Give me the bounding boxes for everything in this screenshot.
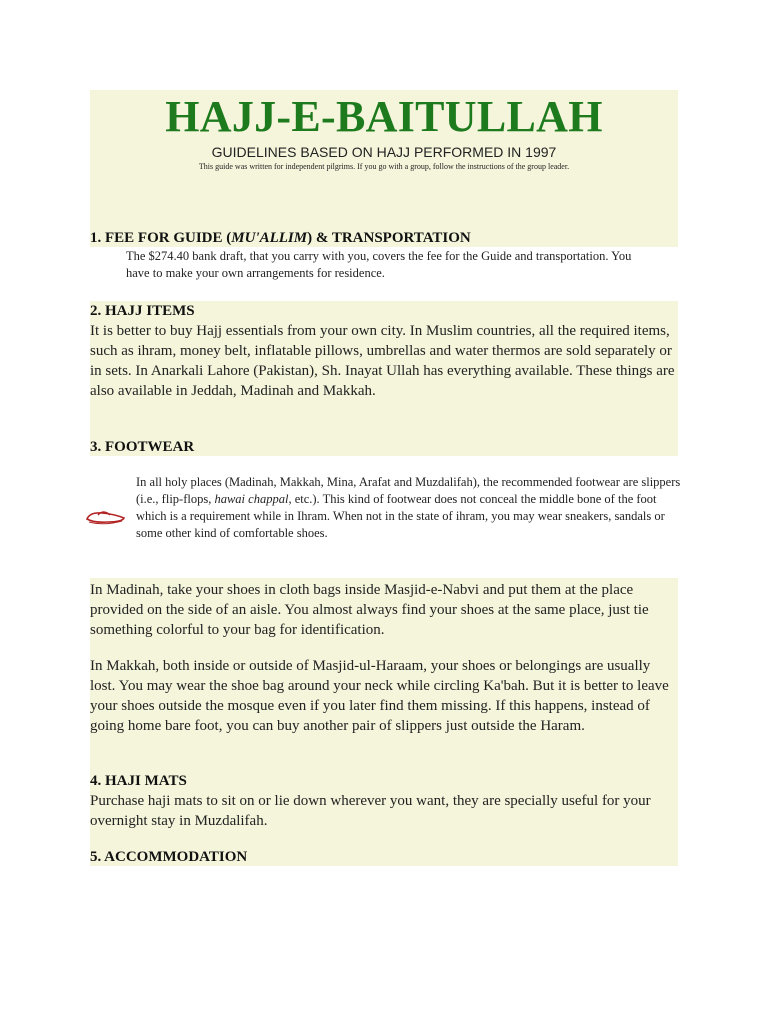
section-heading-haji-mats: 4. HAJI MATS — [90, 773, 187, 789]
hajj-items-paragraph: It is better to buy Hajj essentials from your own city. In Muslim countries, all the required items, such as ihram, money belt, inflatable pillows, umbrellas and water thermos are sold separately or in sets. In Anarkali Lahore (Pakistan), Sh. Inayat Ullah has everything available. These things are also available in Jeddah, Madinah and Makkah. — [90, 323, 675, 399]
section-heading-accommodation: 5. ACCOMMODATION — [90, 849, 248, 865]
paragraph-emphasis: hawai chappal — [214, 492, 289, 506]
page-title: HAJJ-E-BAITULLAH — [165, 92, 603, 141]
section-heading-footwear: 3. FOOTWEAR — [90, 439, 195, 455]
madinah-shoes-paragraph: In Madinah, take your shoes in cloth bags inside Masjid-e-Nabvi and put them at the place provided on the side of an aisle. You almost always find your shoes at the same place, just tie something colorful to your bag for identification. — [90, 582, 649, 638]
footwear-slipper-paragraph — [136, 474, 681, 542]
paragraph-text: In all holy places (Madinah, Makkah, Mina, Arafat and Muzdalifah), the recommended footwear are slippers (i.e., flip-flops, — [136, 475, 681, 506]
paragraph-text: , etc.). This kind of footwear does not conceal the middle bone of the foot which is a requirement while in Ihram. When not in the state of ihram, you may wear sneakers, sandals or some other kind of comfortable shoes. — [136, 492, 665, 540]
heading-emphasis: MU'ALLIM — [231, 230, 308, 246]
fee-paragraph: The $274.40 bank draft, that you carry with you, covers the fee for the Guide and transportation. You have to make your own arrangements for residence. — [126, 249, 632, 280]
page-subtitle: GUIDELINES BASED ON HAJJ PERFORMED IN 1997 — [211, 144, 557, 160]
group-note: This guide was written for independent pilgrims. If you go with a group, follow the instructions of the group leader. — [198, 162, 570, 171]
heading-text: 1. FEE FOR GUIDE ( — [90, 230, 232, 246]
makkah-shoes-paragraph: In Makkah, both inside or outside of Masjid-ul-Haraam, your shoes or belongings are usually lost. You may wear the shoe bag around your neck while circling Ka'bah. But it is better to leave your shoes outside the mosque even if you later find them missing. If this happens, instead of going home bare foot, you can buy another pair of slippers just outside the Haram. — [90, 658, 669, 734]
section-heading-fee — [90, 229, 678, 247]
heading-text: ) & TRANSPORTATION — [307, 230, 471, 246]
slipper-icon — [84, 506, 128, 528]
section-heading-hajj-items: 2. HAJJ ITEMS — [90, 303, 195, 319]
haji-mats-paragraph: Purchase haji mats to sit on or lie down wherever you want, they are specially useful for your overnight stay in Muzdalifah. — [90, 793, 651, 829]
